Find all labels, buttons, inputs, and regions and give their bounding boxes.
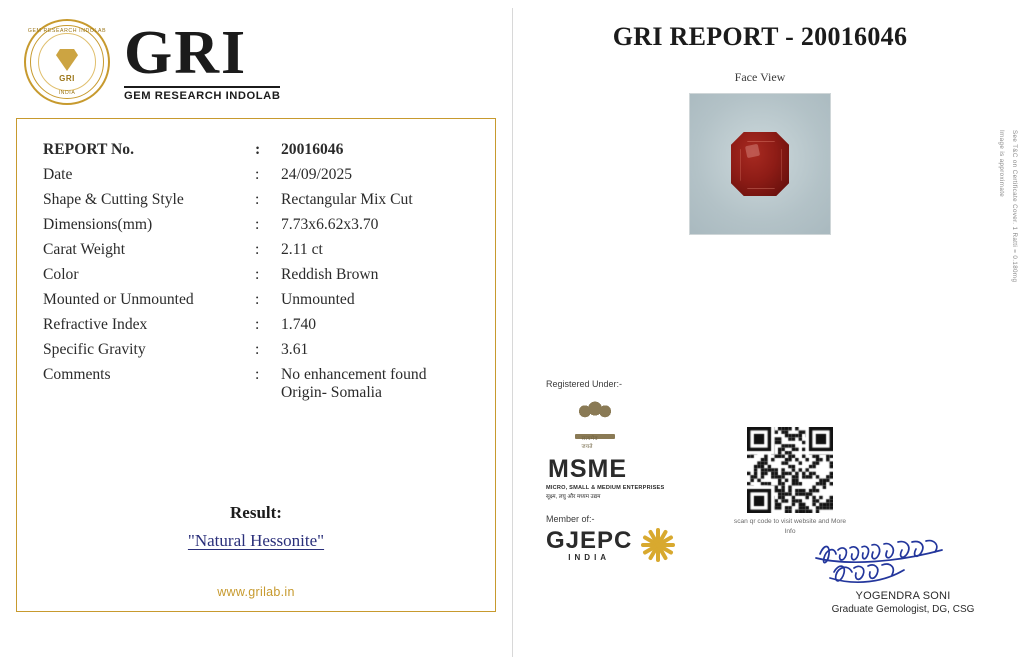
member-of-label: Member of:-	[546, 514, 595, 524]
gjepc-wordmark	[546, 526, 633, 562]
website-link[interactable]: www.grilab.in	[217, 585, 295, 599]
qr-block[interactable]	[730, 427, 850, 536]
field-label: Shape & Cutting Style	[43, 191, 184, 208]
brand-tagline: GEM RESEARCH INDOLAB	[124, 86, 280, 102]
brand-name: GRI	[124, 18, 248, 87]
side-note-approximate: Image is approximate	[998, 130, 1005, 198]
field-value: Rectangular Mix Cut	[281, 191, 413, 208]
signatory-role: Graduate Gemologist, DG, CSG	[831, 604, 975, 615]
seal-bottom-text: INDIA	[58, 90, 76, 96]
field-value: 7.73x6.62x3.70	[281, 216, 379, 233]
gri-seal-icon	[24, 19, 110, 105]
seal-center-text: GRI	[59, 74, 75, 83]
field-value-secondary: Origin- Somalia	[281, 384, 382, 401]
gjepc-country: INDIA	[568, 552, 611, 562]
face-view-caption: Face View	[734, 70, 786, 84]
field-label: Carat Weight	[43, 241, 126, 258]
result-block	[17, 503, 495, 551]
report-details-card	[16, 118, 496, 612]
field-value: 1.740	[281, 316, 317, 333]
table-row	[43, 141, 469, 166]
field-label: REPORT No.	[43, 141, 135, 158]
brand-header	[16, 14, 496, 110]
brand-wordmark	[124, 18, 281, 102]
india-emblem-icon	[568, 395, 622, 453]
gemstone-photo	[689, 93, 831, 235]
field-separator: :	[255, 341, 260, 358]
signatory-block	[808, 536, 998, 615]
table-row	[43, 266, 469, 291]
qr-code-icon[interactable]	[747, 427, 833, 513]
gjepc-sunburst-icon	[640, 527, 676, 563]
field-separator: :	[255, 366, 260, 383]
field-separator: :	[255, 141, 261, 158]
gjepc-block	[546, 527, 726, 563]
field-separator: :	[255, 291, 260, 308]
seal-top-text: GEM RESEARCH INDOLAB	[27, 28, 107, 34]
field-value: No enhancement found	[281, 366, 427, 383]
result-value: "Natural Hessonite"	[187, 531, 325, 550]
field-value: Reddish Brown	[281, 266, 379, 283]
field-label: Color	[43, 266, 79, 283]
emblem-motto: सत्यमेव जयते	[581, 436, 598, 450]
field-separator: :	[255, 191, 260, 208]
field-value: 20016046	[281, 141, 344, 158]
gjepc-name: GJEPC	[546, 526, 633, 554]
msme-subtitle: MICRO, SMALL & MEDIUM ENTERPRISES	[546, 485, 665, 491]
table-row	[43, 366, 469, 409]
field-separator: :	[255, 266, 260, 283]
field-label: Refractive Index	[43, 316, 148, 333]
table-row	[43, 216, 469, 241]
msme-subtitle-hindi: सूक्ष्म, लघु और मध्यम उद्यम	[546, 494, 601, 500]
field-separator: :	[255, 216, 260, 233]
page-title: GRI REPORT - 20016046	[612, 22, 908, 51]
field-value: 24/09/2025	[281, 166, 353, 183]
field-separator: :	[255, 241, 260, 258]
table-row	[43, 166, 469, 191]
side-notes	[998, 130, 1018, 430]
field-label: Mounted or Unmounted	[43, 291, 194, 308]
right-panel	[512, 0, 1024, 665]
field-separator: :	[255, 166, 260, 183]
field-label: Specific Gravity	[43, 341, 146, 358]
face-view-block	[542, 70, 1004, 235]
field-value-group	[281, 366, 469, 409]
field-label: Comments	[43, 366, 111, 383]
result-label: Result:	[230, 503, 282, 522]
signature-image	[808, 536, 998, 590]
field-label: Date	[43, 166, 73, 183]
field-separator: :	[255, 316, 260, 333]
signatory-name: YOGENDRA SONI	[855, 590, 951, 602]
table-row	[43, 241, 469, 266]
qr-caption: scan qr code to visit website and More Info	[733, 518, 847, 535]
field-label: Dimensions(mm)	[43, 216, 153, 233]
table-row	[43, 291, 469, 316]
table-row	[43, 191, 469, 216]
table-row	[43, 341, 469, 366]
registered-under-label: Registered Under:-	[546, 379, 623, 389]
msme-wordmark: MSME	[548, 455, 627, 483]
accreditations-block	[546, 379, 726, 563]
footer-block	[542, 379, 998, 619]
side-note-terms: See T&C on Certificate Cover. 1 Ratti = 0.180mg	[1011, 130, 1018, 283]
field-value: 3.61	[281, 341, 309, 358]
table-row	[43, 316, 469, 341]
field-value: Unmounted	[281, 291, 355, 308]
report-fields-table	[43, 141, 469, 409]
gemstone-image	[731, 132, 789, 196]
field-value: 2.11 ct	[281, 241, 323, 258]
